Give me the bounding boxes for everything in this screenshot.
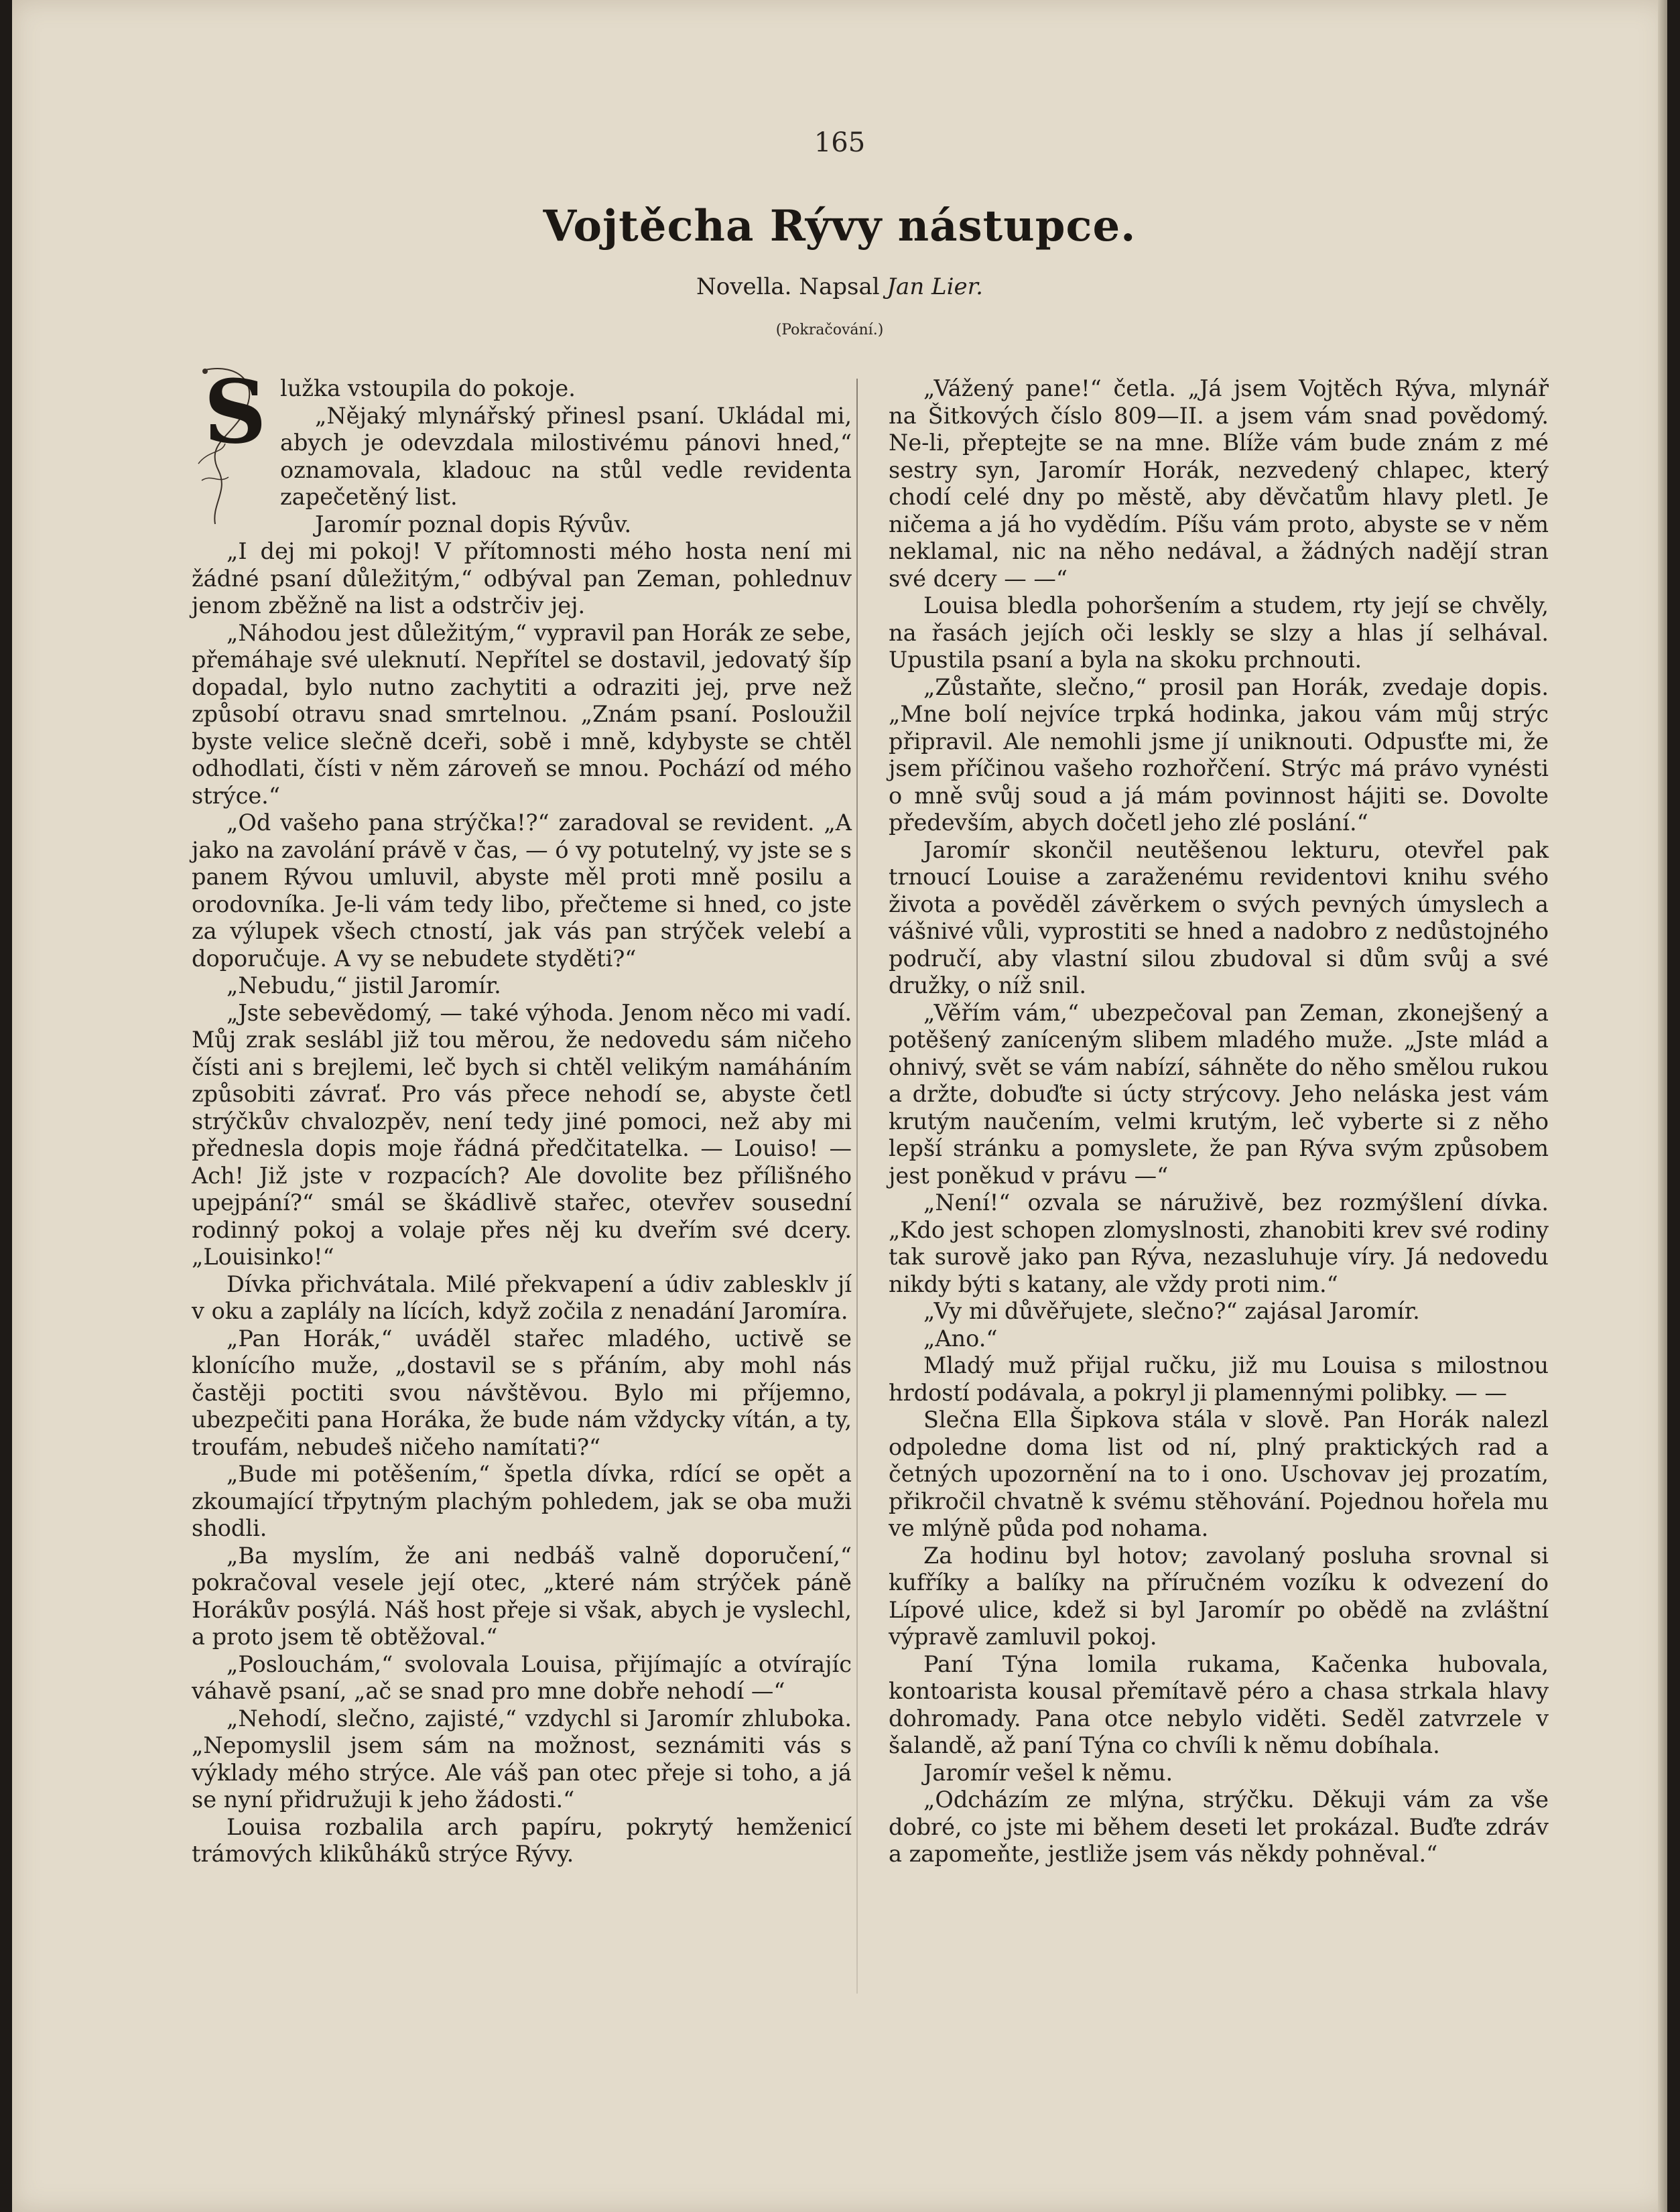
left-column (192, 361, 852, 1868)
paragraph: Louisa rozbalila arch papíru, pokrytý hemženicí trámových klikůháků strýce Rývy. (192, 1813, 852, 1867)
paragraph: „Poslouchám,“ svolovala Louisa, přijímajíc a otvírajíc váhavě psaní, „ač se snad pro mne dobře nehodí —“ (192, 1650, 852, 1704)
paragraph: „Jste sebevědomý, — také výhoda. Jenom něco mi vadí. Můj zrak seslábl již tou měrou, že nedovedu sám ničeho čísti ani s brejlemi, leč bych si chtěl velikým namáháním způsobiti závrať. Pro vás přece nehodí se, abyste četl strýčkův chvalozpěv, není tedy jiné pomoci, než aby mi přednesla dopis moje řádná předčitatelka. — Louiso! — Ach! Již jste v rozpacích? Ale dovolite bez přílišného upejpání?“ smál se škádlivě stařec, otevřev sousední rodinný pokoj a volaje přes něj ku dveřím své dcery. „Louisinko!“ (192, 999, 852, 1270)
article-title: Vojtěcha Rývy nástupce. (543, 201, 1137, 251)
column-divider (856, 379, 858, 1994)
author-name: Jan Lier. (887, 273, 983, 300)
paragraph: „Nějaký mlynářský přinesl psaní. Ukládal mi, abych je odevzdala milostivému pánovi hned,“ oznamovala, kladouc na stůl vedle revidenta zapečetěný list. (280, 402, 852, 510)
paragraph: Jaromír poznal dopis Rývův. (315, 511, 632, 537)
page-number: 165 (814, 127, 866, 158)
paragraph: Louisa bledla pohoršením a studem, rty její se chvěly, na řasách jejích oči leskly se slzy a hlas jí selhával. Upustila psaní a byla na skoku prchnouti. (889, 592, 1549, 673)
paragraph: Slečna Ella Šipkova stála v slově. Pan Horák nalezl odpoledne doma list od ní, plný praktických rad a četných upozornění na to i ono. Uschovav jej prozatím, přikročil chvatně k svému stěhování. Pojednou hořela mu ve mlýně půda pod nohama. (889, 1407, 1549, 1541)
paragraph: lužka vstoupila do pokoje. (280, 375, 576, 401)
paragraph: „Věřím vám,“ ubezpečoval pan Zeman, zkonejšený a potěšený zaníceným slibem mladého muže. „Jste mlád a ohnivý, svět se vám nabízí, sáhněte do něho smělou rukou a držte, dobuďte si úcty strýcovy. Jeho neláska jest vám krutým naučením, velmi krutým, leč vyberte si z něho lepší stránku a pomyslete, že pan Rýva svým způsobem jest poněkud v právu —“ (889, 999, 1549, 1189)
page-sheet (12, 0, 1667, 2212)
paragraph: Jaromír skončil neutěšenou lekturu, otevřel pak trnoucí Louise a zaraženému revidentovi knihu svého života a pověděl závěrkem o svých pevných úmyslech a vášnivé vůli, vyprostiti se hned a nadobro z nedůstojného područí, aby vlastní silou zbudoval si dům svůj a své družky, o níž snil. (889, 836, 1549, 998)
ornamental-initial (192, 363, 272, 531)
paragraph: „Náhodou jest důležitým,“ vypravil pan Horák ze sebe, přemáhaje své uleknutí. Nepřítel se dostavil, jedovatý šíp dopadal, bylo nutno zachytiti a odraziti jej, prve než způsobí otravu snad smrtelnou. „Znám psaní. Posloužil byste velice slečně dceři, sobě i mně, kdybyste se chtěl odhodlati, čísti v něm zároveň se mnou. Pochází od mého strýce.“ (192, 619, 852, 809)
paragraph: Dívka přichvátala. Milé překvapení a údiv zablesklv jí v oku a zaplály na lících, když zočila z nenadání Jaromíra. (192, 1271, 852, 1324)
article-subtitle (12, 273, 1667, 300)
paragraph: „Není!“ ozvala se náruživě, bez rozmýšlení dívka. „Kdo jest schopen zlomyslnosti, zhanobiti krev své rodiny tak surově jako pan Rýva, nezasluhuje víry. Já nedovedu nikdy býti s katany, ale vždy proti nim.“ (889, 1189, 1549, 1297)
paragraph: Jaromír vešel k němu. (923, 1759, 1173, 1786)
paragraph: „Odcházím ze mlýna, strýčku. Děkuji vám za vše dobré, co jste mi během deseti let prokázal. Buďte zdráv a zapomeňte, jestliže jsem vás někdy pohněval.“ (889, 1786, 1549, 1867)
paragraph: „Ba myslím, že ani nedbáš valně doporučení,“ pokračoval vesele její otec, „které nám strýček páně Horákův posýlá. Náš host přeje si však, abych je vyslechl, a proto jsem tě obtěžoval.“ (192, 1542, 852, 1650)
initial-letter: S (204, 361, 267, 463)
paragraph: „Nehodí, slečno, zajisté,“ vzdychl si Jaromír zhluboka. „Nepomyslil jsem sám na možnost, seznámiti vás s výklady mého strýce. Ale váš pan otec přeje si toho, a já se nyní přidružuji k jeho žádosti.“ (192, 1705, 852, 1813)
paragraph: „Bude mi potěšením,“ špetla dívka, rdící se opět a zkoumající třpytným plachým pohledem, jak se oba muži shodli. (192, 1461, 852, 1541)
paragraph: „Pan Horák,“ uváděl stařec mladého, uctivě se klonícího muže, „dostavil se s přáním, aby mohl nás častěji poctiti svou návštěvou. Bylo mi příjemno, ubezpečiti pana Horáka, že bude nám vždycky vítán, a ty, troufám, nebudeš ničeho namítati?“ (192, 1325, 852, 1460)
paragraph: „I dej mi pokoj! V přítomnosti mého hosta není mi žádné psaní důležitým,“ odbýval pan Zeman, pohlednuv jenom zběžně na list a odstrčiv jej. (192, 538, 852, 619)
subtitle-prefix: Novella. Napsal (696, 273, 880, 300)
paragraph: Paní Týna lomila rukama, Kačenka hubovala, kontoarista kousal přemítavě péro a chasa strkala hlavy dohromady. Pana otce nebylo viděti. Seděl zatvrzele v šalandě, až paní Týna co chvíli k němu dobíhala. (889, 1650, 1549, 1758)
paragraph: Za hodinu byl hotov; zavolaný posluha srovnal si kufříky a balíky na příručném vozíku k odvezení do Lípové ulice, kdež si byl Jaromír po obědě na zvláštní výpravě zamluvil pokoj. (889, 1542, 1549, 1650)
paragraph: „Zůstaňte, slečno,“ prosil pan Horák, zvedaje dopis. „Mne bolí nejvíce trpká hodinka, jakou vám můj strýc připravil. Ale nemohli jsme jí uniknouti. Odpusťte mi, že jsem příčinou vašeho rozhořčení. Strýc má právo vynésti o mně svůj soud a já mám povinnost hájiti se. Dovolte především, abych dočetl jeho zlé poslání.“ (889, 673, 1549, 836)
paragraph: „Vážený pane!“ četla. „Já jsem Vojtěch Rýva, mlynář na Šitkových číslo 809—II. a jsem vám snad povědomý. Ne-li, přeptejte se na mne. Blíže vám bude znám z mé sestry syn, Jaromír Horák, nezvedený chlapec, který chodí celé dny po městě, aby děvčatům hlavy pletl. Je ničema a já ho vydědím. Píšu vám proto, abyste se v něm neklamal, nic na něho nedával, a žádných nadějí stran své dcery — —“ (889, 375, 1549, 592)
continuation-note: (Pokračování.) (775, 322, 884, 338)
paragraph: „Od vašeho pana strýčka!?“ zaradoval se revident. „A jako na zavolání právě v čas, — ó vy potutelný, vy jste se s panem Rývou umluvil, abyste měl proti mně posilu a orodovníka. Je-li vám tedy libo, přečteme si hned, co jste za výlupek všech ctností, jak vás pan strýček velebí a doporučuje. A vy se nebudete styděti?“ (192, 809, 852, 972)
paragraph: Mladý muž přijal ručku, již mu Louisa s milostnou hrdostí podávala, a pokryl ji plamennými polibky. — — (889, 1352, 1549, 1406)
right-column (889, 375, 1549, 1868)
paragraph: „Vy mi důvěřujete, slečno?“ zajásal Jaromír. (923, 1298, 1420, 1324)
paragraph: „Ano.“ (923, 1325, 998, 1352)
paragraph: „Nebudu,“ jistil Jaromír. (227, 972, 501, 998)
